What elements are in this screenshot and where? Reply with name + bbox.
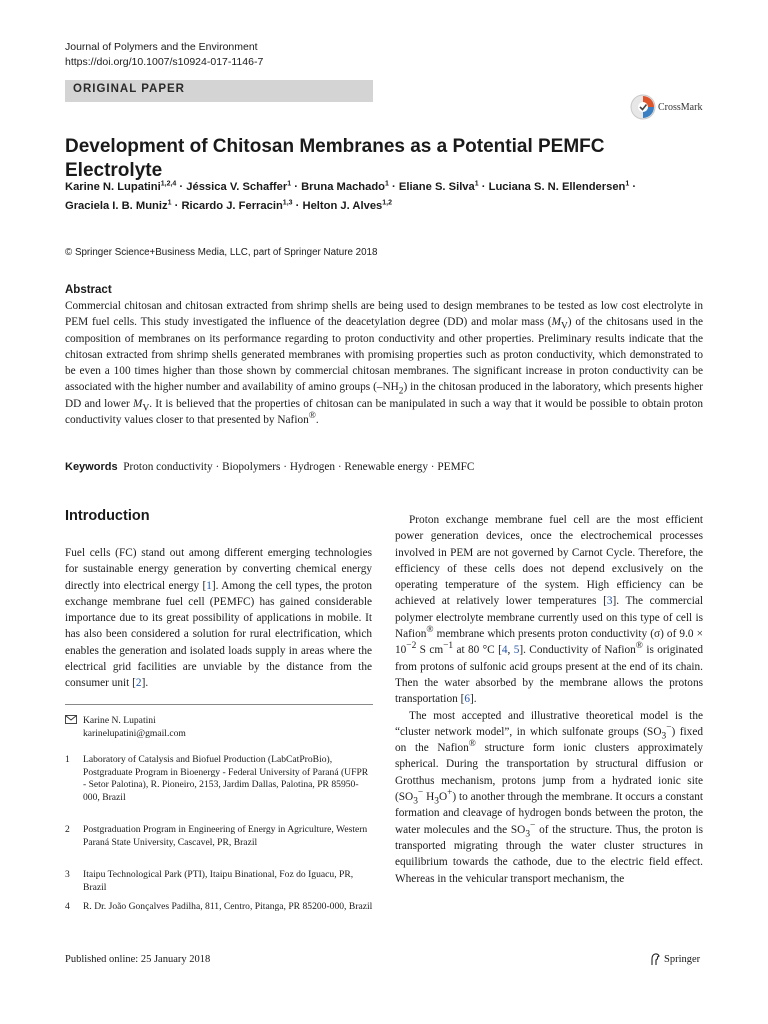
- email-icon: [65, 715, 77, 727]
- author-name: Bruna Machado: [301, 181, 386, 193]
- article-type-banner: [65, 80, 373, 102]
- intro-column-right: [395, 512, 703, 887]
- author-name: Helton J. Alves: [302, 200, 383, 212]
- footnote-marker: 1: [65, 754, 70, 765]
- author-name: Ricardo J. Ferracin: [181, 200, 283, 212]
- journal-name: Journal of Polymers and the Environment: [65, 41, 258, 53]
- copyright-notice: © Springer Science+Business Media, LLC, part of Springer Nature 2018: [65, 247, 378, 258]
- citation-link[interactable]: 3: [606, 595, 613, 608]
- keywords-list: Proton conductivity · Biopolymers · Hydrogen · Renewable energy · PEMFC: [123, 461, 475, 473]
- publisher-name: Springer: [664, 953, 701, 965]
- publisher-logo: [649, 952, 700, 966]
- paper-title: Development of Chitosan Membranes as a Potential PEMFC Electrolyte: [65, 136, 605, 181]
- crossmark-icon: [630, 94, 656, 120]
- author-list: Karine N. Lupatini$^{1,2,4}$ · Jéssica V. Schaffer$^1$ · Bruna Machado$^1$ · Eliane S. Silva$^1$ · Luciana S. N. Ellendersen$^1$ · Graciela I. B. Muniz$^1$ · Ricardo J. Ferracin$^{1,3}$ · Helton J. Alves$^{1,2}$: [65, 180, 637, 212]
- footnote-marker: 3: [65, 869, 70, 880]
- citation-link[interactable]: 4: [501, 644, 508, 657]
- crossmark-badge[interactable]: [630, 92, 702, 122]
- author-name: Karine N. Lupatini: [65, 181, 161, 193]
- intro-paragraph: Proton exchange membrane fuel cell are the most efficient power generation devices, once the electrochemical processes involved in PEM are not governed by Carnot Cycle. Therefore, the efficiency of these cells does not depend exclusively on the operating temperature of the system. High efficiency can be achieved at relatively lower temperatures [3]. The commercial polymer electrolyte membrane currently used on this type of cell is Nafion® membrane which presents proton conductivity (σ) of $9.0 \times 10^{-2}$ S $cm^{-1}$ at 80 °C [4, 5]. Conductivity of Nafion® is originated from protons of sulfonic acid groups present at the end of its chain. Then the water absorbed by the membrane allows the protons transportation [6].: [395, 514, 704, 706]
- contact-email[interactable]: karinelupatini@gmail.com: [83, 727, 186, 739]
- keywords-label: Keywords: [65, 461, 118, 473]
- citation-link[interactable]: 5: [513, 644, 520, 657]
- citation-link[interactable]: 1: [206, 579, 212, 592]
- section-heading-introduction: Introduction: [65, 508, 150, 524]
- footnote-marker: 4: [65, 901, 70, 912]
- abstract-text: Commercial chitosan and chitosan extracted from shrimp shells are being used to design membranes to be tested as low cost electrolyte in PEM fuel cells. This study investigated the influence of the deacetylation degree (DD) and molar mass $(M_V)$ of the chitosans used in the composition of membranes on its performance regarding to proton conductivity and other properties. Preliminary results indicate that the chitosan extracted from shrimp shells generated membranes with promising properties such as proton conductivity, which demonstrated to be even a 100 times higher than those shown by commercial chitosan membranes. The significant increase in proton conductivity can be associated with the higher number and availability of amino groups $(-NH_2)$ in the chitosan produced in the laboratory, which presents higher DD and lower $M_V$. It is believed that the properties of chitosan can be manipulated in such a way that it would be possible to obtain proton conductivity values closer to that presented by Nafion®.: [65, 300, 703, 427]
- footnote-marker: 2: [65, 824, 70, 835]
- author-name: Jéssica V. Schaffer: [186, 181, 288, 193]
- affiliation-1: Laboratory of Catalysis and Biofuel Production (LabCatProBio), Postgraduate Program in Bioenergy - Federal University of Paraná (UFPR - Setor Palotina), R. Pioneiro, 2153, Jardim Dallas, Palotina, PR 85950-000, Brazil: [83, 754, 369, 803]
- keywords: [65, 461, 474, 473]
- published-date: Published online: 25 January 2018: [65, 954, 211, 965]
- springer-horse-icon: [649, 952, 661, 966]
- citation-link[interactable]: 6: [464, 693, 470, 706]
- author-affiliation: 1,2,4: [160, 180, 177, 188]
- author-name: Eliane S. Silva: [398, 181, 475, 193]
- contact-name: Karine N. Lupatini: [83, 715, 156, 726]
- doi-link[interactable]: https://doi.org/10.1007/s10924-017-1146-7: [65, 56, 264, 68]
- abstract-heading: Abstract: [65, 284, 112, 296]
- author-name: Luciana S. N. Ellendersen: [488, 181, 626, 193]
- footnote-divider: [65, 704, 373, 705]
- article-type-label: ORIGINAL PAPER: [73, 83, 185, 95]
- citation-link[interactable]: 2: [135, 677, 142, 690]
- affiliation-4: R. Dr. João Gonçalves Padilha, 811, Centro, Pitanga, PR 85200-000, Brazil: [83, 901, 373, 912]
- affiliation-3: Itaipu Technological Park (PTI), Itaipu Binational, Foz do Iguacu, PR, Brazil: [83, 869, 354, 893]
- crossmark-label: CrossMark: [658, 101, 703, 113]
- author-name: Graciela I. B. Muniz: [65, 200, 168, 212]
- corresponding-author: [83, 715, 373, 740]
- intro-paragraph-left: Fuel cells (FC) stand out among different emerging technologies for sustainable energy generation by converting chemical energy directly into electrical energy [1]. Among the cell types, the proton exchange membrane fuel cell (PEMFC) has gained considerable importance due to its great possibility of applications in mobile. It has also been considered a solution for rural electrification, which enables the generation and isolated loads supply in areas where the electrical grid facilities are unviable by the distance from the consumer unit [2].: [65, 547, 372, 690]
- affiliation-2: Postgraduation Program in Engineering of Energy in Agriculture, Western Paraná State University, Cascavel, PR, Brazil: [83, 824, 368, 848]
- journal-header: [65, 40, 263, 70]
- intro-paragraph: The most accepted and illustrative theoretical model is the “cluster network model”, in which sulfonate groups $(SO_3^-)$ fixed on the Nafion® structure form ionic clusters approximately spherical. During the transportation by structural diffusion or Grotthus mechanism, protons jump from a hydrated ionic site ($SO_3^-$ $H_3O^+$) to another through the membrane. It occurs a constant formation and cleavage of hydrogen bonds between the proton, the water molecules and the $SO_3^-$ of the structure. Thus, the proton is transported migrating through the water cluster structures in equilibrium towards the cathode, due to the electric field effect. Whereas in the vehicular transport mechanism, the: [395, 709, 703, 885]
